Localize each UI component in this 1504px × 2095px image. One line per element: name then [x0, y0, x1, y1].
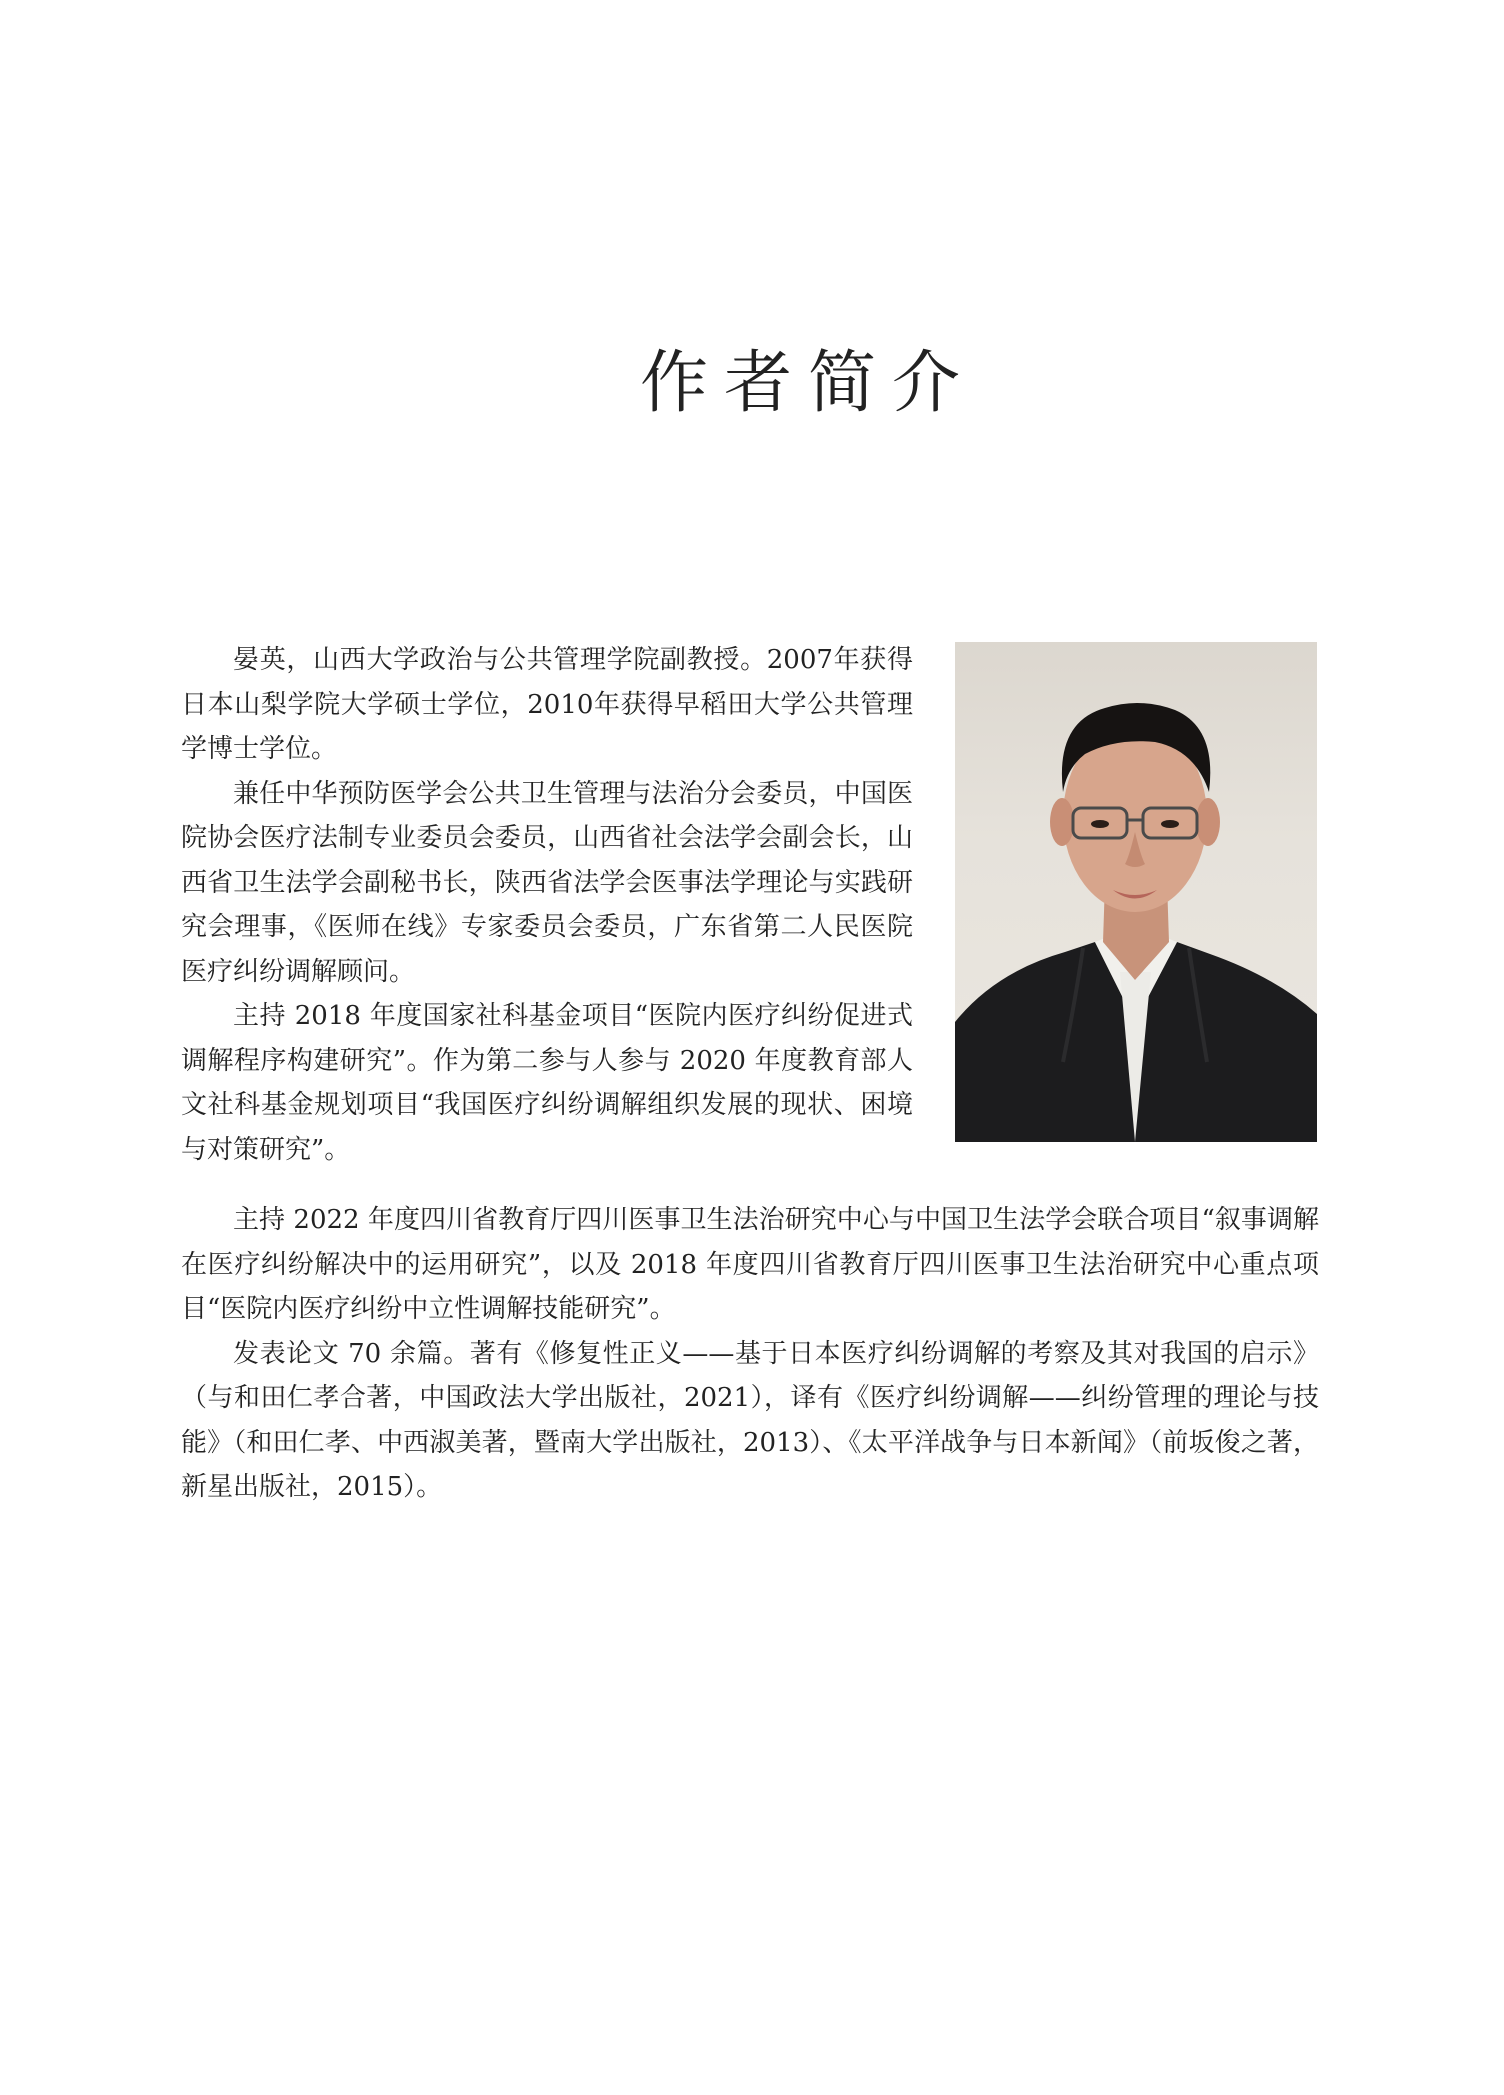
- bio-paragraph: 晏英，山西大学政治与公共管理学院副教授。2007年获得日本山梨学院大学硕士学位，2010年获得早稻田大学公共管理学博士学位。: [181, 645, 913, 764]
- bio-paragraph: 主持 2022 年度四川省教育厅四川医事卫生法治研究中心与中国卫生法学会联合项目“叙事调解在医疗纠纷解决中的运用研究”，以及 2018 年度四川省教育厅四川医事卫生法治研究中心重点项目“医院内医疗纠纷中立性调解技能研究”。: [181, 1205, 1319, 1324]
- bio-paragraph: 主持 2018 年度国家社科基金项目“医院内医疗纠纷促进式调解程序构建研究”。作为第二参与人参与 2020 年度教育部人文社科基金规划项目“我国医疗纠纷调解组织发展的现状、困境与对策研究”。: [181, 1001, 913, 1165]
- bio-column-full: [181, 1198, 1319, 1510]
- bio-column-left: [181, 638, 913, 1172]
- bio-paragraph: 兼任中华预防医学会公共卫生管理与法治分会委员，中国医院协会医疗法制专业委员会委员，山西省社会法学会副会长，山西省卫生法学会副秘书长，陕西省法学会医事法学理论与实践研究会理事，《医师在线》专家委员会委员，广东省第二人民医院医疗纠纷调解顾问。: [181, 778, 913, 987]
- page-title: 作者简介: [640, 344, 977, 423]
- bio-paragraph: 发表论文 70 余篇。著有《修复性正义——基于日本医疗纠纷调解的考察及其对我国的启示》（与和田仁孝合著，中国政法大学出版社，2021），译有《医疗纠纷调解——纠纷管理的理论与技能》（和田仁孝、中西淑美著，暨南大学出版社，2013）、《太平洋战争与日本新闻》（前坂俊之著，新星出版社，2015）。: [181, 1338, 1319, 1502]
- author-portrait: [955, 642, 1317, 1142]
